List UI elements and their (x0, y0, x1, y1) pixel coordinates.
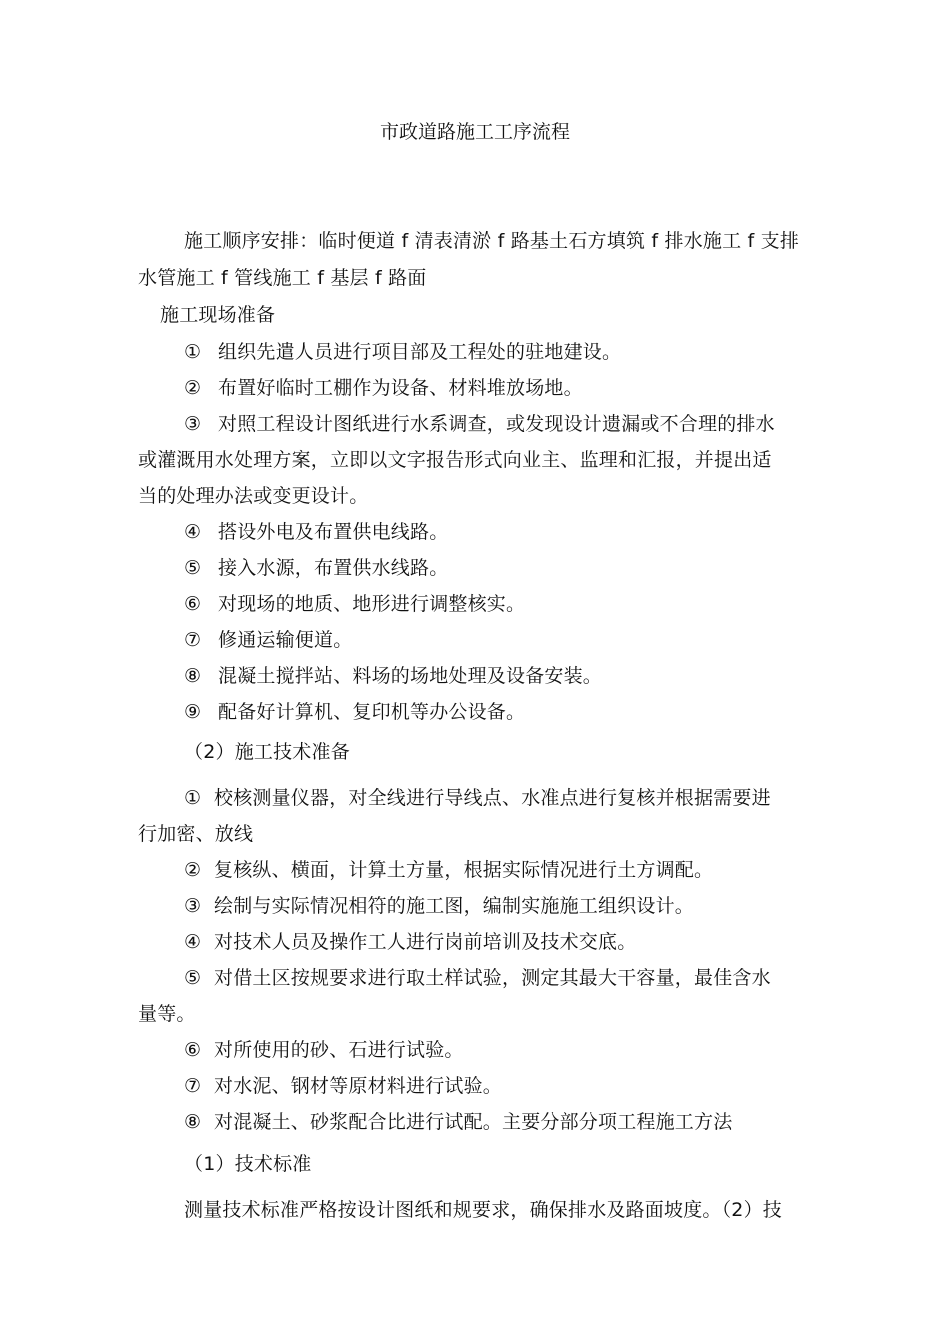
item-text: 对所使用的砂、石进行试验。 (214, 1039, 464, 1061)
item-number: ⑨ (184, 701, 202, 723)
site-prep-item-8 (184, 664, 602, 688)
item-text: 对现场的地质、地形进行调整核实。 (218, 593, 526, 615)
item-text: 组织先遣人员进行项目部及工程处的驻地建设。 (218, 341, 622, 363)
site-prep-item-2 (184, 376, 583, 400)
item-number: ⑦ (184, 629, 202, 651)
item-number: ⑤ (184, 967, 202, 989)
item-text: 接入水源，布置供水线路。 (218, 557, 449, 579)
item-number: ④ (184, 521, 202, 543)
item-text: 对技术人员及操作工人进行岗前培训及技术交底。 (214, 931, 637, 953)
site-prep-item-9 (184, 700, 525, 724)
item-text: 绘制与实际情况相符的施工图，编制实施施工组织设计。 (214, 895, 695, 917)
item-text: 复核纵、横面，计算土方量，根据实际情况进行土方调配。 (214, 859, 714, 881)
sequence-line-2: 水管施工 f 管线施工 f 基层 f 路面 (138, 267, 427, 289)
item-text: 修通运输便道。 (218, 629, 353, 651)
item-number: ⑥ (184, 593, 202, 615)
tech-prep-item-1 (184, 786, 771, 810)
tech-prep-item-5 (184, 966, 771, 990)
tech-prep-item-2 (184, 858, 713, 882)
item-number: ⑦ (184, 1075, 202, 1097)
item-text: 对借土区按规要求进行取土样试验，测定其最大干容量，最佳含水 (214, 967, 771, 989)
site-prep-heading: 施工现场准备 (160, 304, 276, 326)
item-number: ⑧ (184, 1111, 202, 1133)
tech-standard-text: 测量技术标准严格按设计图纸和规要求，确保排水及路面坡度。（2）技 (184, 1199, 782, 1221)
item-text: 校核测量仪器，对全线进行导线点、水准点进行复核并根据需要进 (214, 787, 771, 809)
tech-prep-item-4 (184, 930, 636, 954)
site-prep-item-4 (184, 520, 448, 544)
item-number: ⑥ (184, 1039, 202, 1061)
site-prep-item-3 (184, 412, 775, 436)
item-number: ① (184, 341, 202, 363)
tech-prep-item-6 (184, 1038, 464, 1062)
item-text: 布置好临时工棚作为设备、材料堆放场地。 (218, 377, 583, 399)
tech-prep-item-7 (184, 1074, 502, 1098)
item-text: 对混凝土、砂浆配合比进行试配。主要分部分项工程施工方法 (214, 1111, 733, 1133)
site-prep-item-7 (184, 628, 352, 652)
item-number: ② (184, 377, 202, 399)
tech-prep-item-1-cont: 行加密、放线 (138, 823, 254, 845)
item-number: ④ (184, 931, 202, 953)
item-text: 对水泥、钢材等原材料进行试验。 (214, 1075, 503, 1097)
item-number: ① (184, 787, 202, 809)
sequence-line-1: 施工顺序安排：临时便道 f 清表清淤 f 路基土石方填筑 f 排水施工 f 支排 (184, 230, 800, 252)
tech-standard-heading: （1）技术标准 (184, 1153, 312, 1175)
site-prep-item-3-cont-1: 或灌溉用水处理方案，立即以文字报告形式向业主、监理和汇报，并提出适 (138, 449, 772, 471)
item-number: ③ (184, 413, 202, 435)
site-prep-item-1 (184, 340, 621, 364)
tech-prep-item-8 (184, 1110, 732, 1134)
tech-prep-item-3 (184, 894, 694, 918)
item-text: 搭设外电及布置供电线路。 (218, 521, 449, 543)
page-title: 市政道路施工工序流程 (379, 121, 570, 143)
site-prep-item-5 (184, 556, 448, 580)
item-number: ⑧ (184, 665, 202, 687)
item-number: ⑤ (184, 557, 202, 579)
site-prep-item-6 (184, 592, 525, 616)
item-text: 对照工程设计图纸进行水系调查，或发现设计遗漏或不合理的排水 (218, 413, 775, 435)
item-number: ③ (184, 895, 202, 917)
tech-prep-item-5-cont: 量等。 (138, 1003, 196, 1025)
item-number: ② (184, 859, 202, 881)
item-text: 配备好计算机、复印机等办公设备。 (218, 701, 526, 723)
site-prep-item-3-cont-2: 当的处理办法或变更设计。 (138, 485, 369, 507)
tech-prep-heading: （2）施工技术准备 (184, 741, 350, 763)
item-text: 混凝土搅拌站、料场的场地处理及设备安装。 (218, 665, 603, 687)
